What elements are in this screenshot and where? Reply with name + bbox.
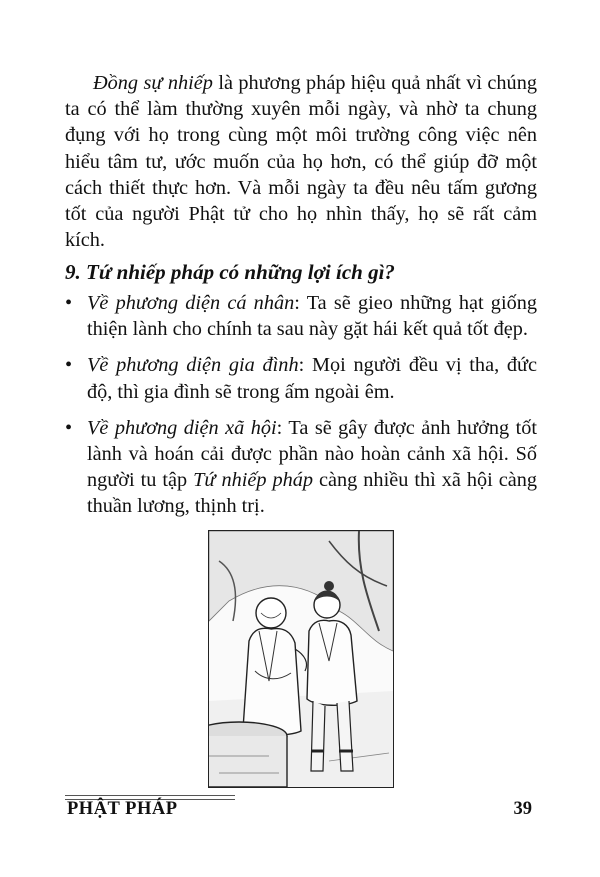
item-text: : Ta sẽ gây được ảnh hưởng tốt lành và hoán cải được phần nào hoàn cảnh xã hội. Số người tu tập [87,416,537,492]
item-text-end: càng nhiều thì xã hội càng thuần lương, thịnh trị. [87,469,537,518]
bullet-icon: • [65,354,73,377]
list-item [65,352,537,404]
footer-rule-top [65,795,235,796]
section-heading: 9. Tứ nhiếp pháp có những lợi ích gì? [65,260,395,284]
illustration-monk-and-man [208,530,394,788]
paragraph-text: là phương pháp hiệu quả nhất vì chúng ta có thể làm thường xuyên mỗi ngày, và nhờ ta chung đụng với họ trong cùng một môi trường công việc nên hiểu tâm tư, ước muốn của họ hơn, có thể giúp đỡ một cách thiết thực hơn. Và mỗi ngày ta đều nêu tấm gương tốt của người Phật tử cho họ nhìn thấy, họ sẽ rất cảm kích. [65,72,537,252]
item-italic-term: Tứ nhiếp pháp [193,469,314,492]
item-text: : Mọi người đều vị tha, đức độ, thì gia đình sẽ trong ấm ngoài êm. [87,354,537,403]
bullet-icon: • [65,416,73,439]
benefits-list [65,290,537,530]
item-label: Về phương diện xã hội [87,416,277,439]
item-label: Về phương diện gia đình [87,354,299,377]
item-label: Về phương diện cá nhân [87,292,295,314]
list-item [65,415,537,520]
page-number: 39 [513,799,532,819]
footer-book-title: PHẬT PHÁP [67,799,178,819]
list-item [65,290,537,342]
item-text: : Ta sẽ gieo những hạt giống thiện lành cho chính ta sau này gặt hái kết quả tốt đẹp. [87,292,537,341]
paragraph-lead-term: Đồng sự nhiếp [93,72,213,94]
body-paragraph [65,70,537,253]
bullet-icon: • [65,292,73,314]
